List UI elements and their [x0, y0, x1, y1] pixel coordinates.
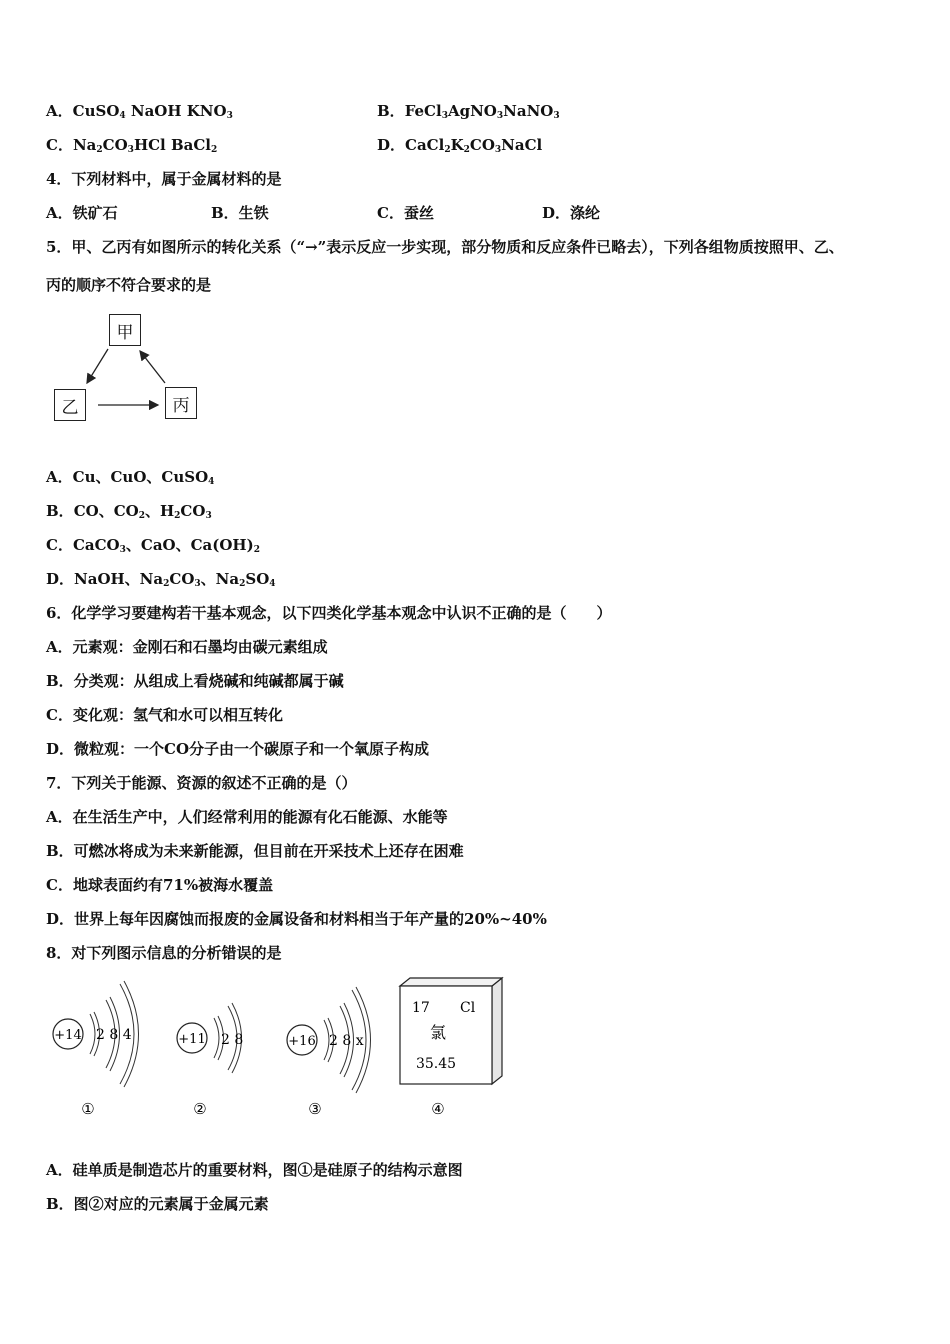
arrow-jia-to-yi	[87, 349, 108, 383]
atom3-nucleus: +16	[288, 1034, 316, 1049]
atom3-caption: ③	[308, 1100, 322, 1118]
q5-stem-line1: 5．甲、乙丙有如图所示的转化关系（“→”表示反应一步实现，部分物质和反应条件已略去），下列各组物质按照甲、乙、	[46, 238, 844, 256]
element-card-caption: ④	[431, 1100, 445, 1118]
q5-option-d: D．NaOH、$Na_2CO_3$、$Na_2SO_4$	[46, 570, 276, 589]
element-mass: 35.45	[415, 1056, 457, 1072]
q4-option-b: B．生铁	[211, 204, 269, 222]
element-name: 氯	[429, 1023, 447, 1042]
q6-option-a: A．元素观：金刚石和石墨均由碳元素组成	[46, 638, 328, 656]
q7-option-a: A．在生活生产中，人们经常利用的能源有化石能源、水能等	[46, 808, 448, 826]
q8-stem: 8．对下列图示信息的分析错误的是	[46, 944, 282, 962]
q3-option-c: C．$Na_2CO_3HCl$ BaCl$_2$	[46, 136, 218, 155]
atom1-nucleus: +14	[54, 1028, 82, 1043]
q3-option-b: B．FeCl$_3$AgNO$_3$NaNO$_3$	[377, 102, 560, 121]
q4-option-a: A．铁矿石	[46, 204, 118, 222]
element-number: 17	[412, 1000, 430, 1016]
q6-option-b: B．分类观：从组成上看烧碱和纯碱都属于碱	[46, 672, 344, 690]
atom1-caption: ①	[81, 1100, 95, 1118]
atom-diagram-1	[53, 981, 139, 1118]
diagram-box-bing: 丙	[165, 387, 197, 419]
element-card	[400, 978, 502, 1118]
atom2-caption: ②	[193, 1100, 207, 1118]
atom-diagram-3	[287, 987, 371, 1118]
atom2-shells: 2 8	[221, 1032, 244, 1048]
q4-stem: 4．下列材料中，属于金属材料的是	[46, 170, 282, 188]
q8-figures	[40, 972, 520, 1122]
q6-option-c: C．变化观：氢气和水可以相互转化	[46, 706, 283, 724]
q5-stem-line2: 丙的顺序不符合要求的是	[46, 276, 212, 294]
element-symbol: Cl	[460, 1000, 476, 1016]
q3-option-a: A．CuSO$_4$ NaOH $KNO_3$	[46, 102, 233, 121]
q7-stem: 7．下列关于能源、资源的叙述不正确的是（）	[46, 774, 357, 792]
q7-option-d: D．世界上每年因腐蚀而报废的金属设备和材料相当于年产量的20%~40%	[46, 910, 547, 928]
q5-option-b: B．CO、$CO_2$、$H_2CO_3$	[46, 502, 212, 521]
q8-option-b: B．图②对应的元素属于金属元素	[46, 1195, 269, 1213]
q7-option-c: C．地球表面约有71%被海水覆盖	[46, 876, 274, 894]
arrow-bing-to-jia	[140, 351, 165, 383]
diagram-box-yi: 乙	[54, 389, 86, 421]
q6-option-d: D．微粒观：一个CO分子由一个碳原子和一个氧原子构成	[46, 740, 430, 758]
q4-option-d: D．涤纶	[542, 204, 601, 222]
diagram-box-jia: 甲	[109, 314, 141, 346]
q3-option-d: D．$CaCl_2K_2CO_3NaCl$	[377, 136, 543, 155]
atom3-shells: 2 8 x	[329, 1033, 364, 1049]
q6-stem: 6．化学学习要建构若干基本观念，以下四类化学基本观念中认识不正确的是（ ）	[46, 604, 612, 622]
q5-option-c: C．CaCO$_3$、CaO、$Ca(OH)_2$	[46, 536, 260, 555]
q4-option-c: C．蚕丝	[377, 204, 434, 222]
atom-diagram-2	[177, 1003, 243, 1118]
atom1-shells: 2 8 4	[96, 1027, 132, 1043]
q8-option-a: A．硅单质是制造芯片的重要材料，图①是硅原子的结构示意图	[46, 1161, 463, 1179]
q7-option-b: B．可燃冰将成为未来新能源，但目前在开采技术上还存在困难	[46, 842, 464, 860]
q5-option-a: A．Cu、CuO、CuSO$_4$	[46, 468, 215, 487]
atom2-nucleus: +11	[178, 1032, 206, 1047]
